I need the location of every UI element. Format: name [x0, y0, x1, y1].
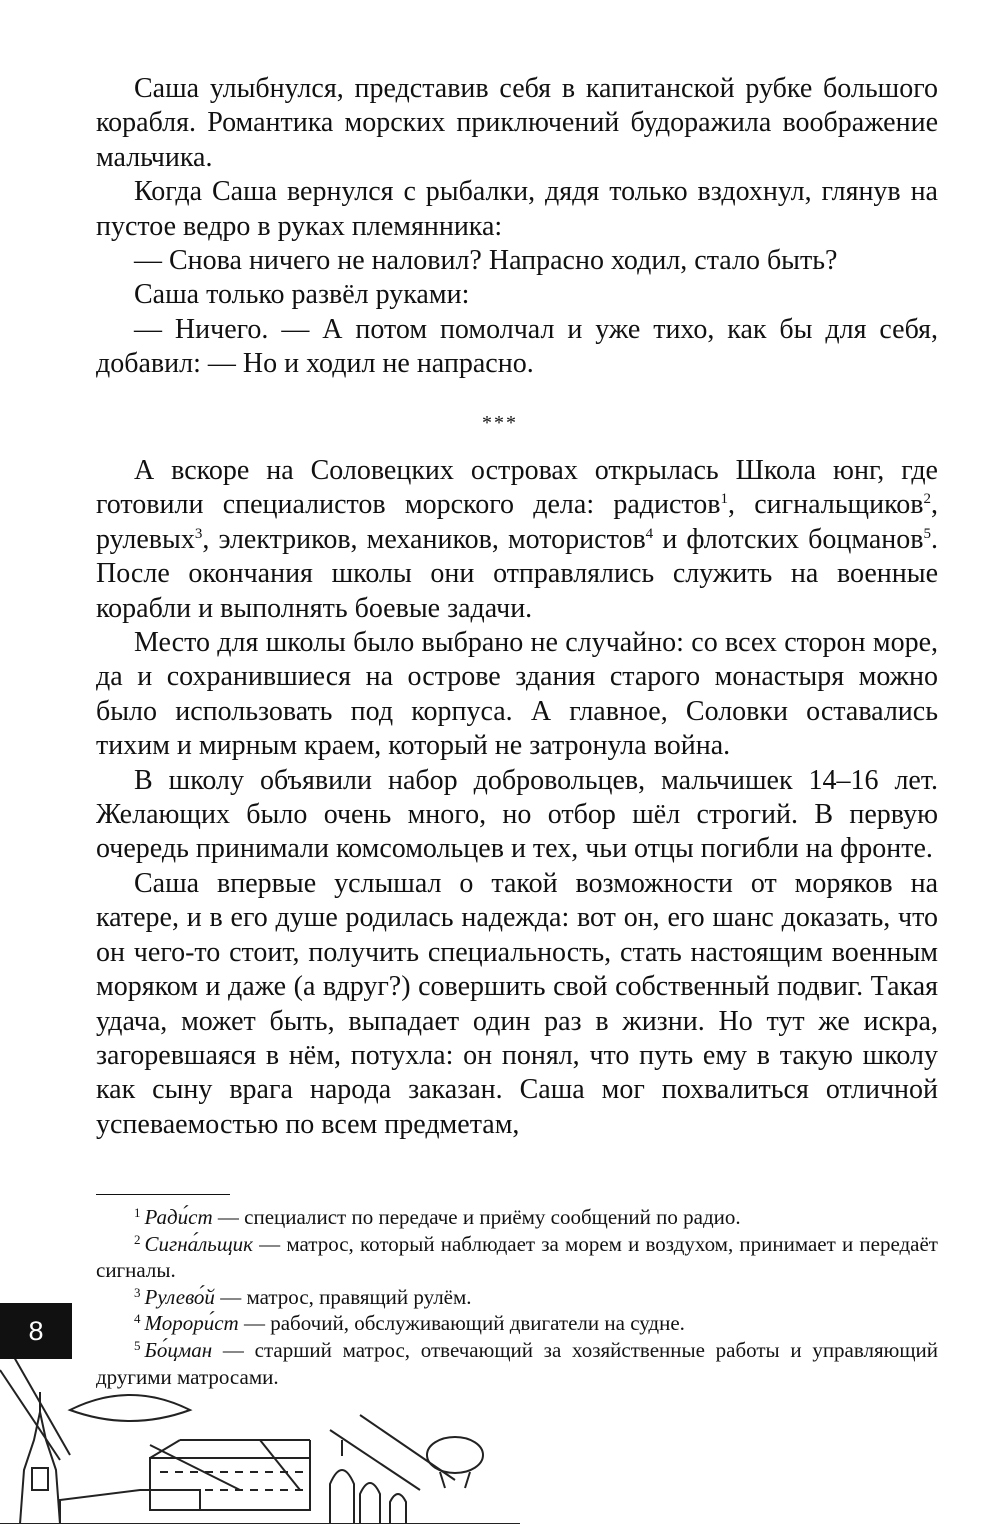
text-run: , рулевых	[96, 489, 939, 555]
footnote-term: Бо́цман	[144, 1337, 213, 1362]
footnote	[96, 1310, 938, 1337]
footnote-definition: — рабочий, обслуживающий двигатели на судне.	[238, 1311, 685, 1336]
text-run: . После окончания школы они отправлялись служить на военные корабли и выполнять боевые задачи.	[96, 523, 938, 624]
paragraph: В школу объявили набор добровольцев, мальчишек 14–16 лет. Желающих было очень много, но отбор шёл строгий. В первую очередь принимали комсомольцев и тех, чьи отцы погибли на фронте.	[96, 764, 938, 865]
text-run: , сигнальщиков	[728, 489, 924, 521]
footnote-number: 5	[134, 1337, 141, 1353]
text-run: и флотских боцманов	[653, 523, 924, 555]
footnote-divider	[96, 1194, 230, 1195]
footnote-definition: — специалист по передаче и приёму сообщений по радио.	[212, 1205, 741, 1229]
paragraph: Когда Саша вернулся с рыбалки, дядя только вздохнул, глянув на пустое ведро в руках племянника:	[96, 176, 938, 242]
text-run: , электриков, механиков, мотористов	[202, 523, 646, 555]
text-run: А вскоре на Соловецких островах открылась Школа юнг, где готовили специалистов морского дела: радистов	[96, 455, 938, 521]
paragraph: Саша улыбнулся, представив себя в капитанской рубке большого корабля. Романтика морских приключений будоражила воображение мальчика.	[96, 73, 938, 173]
footnote-ref: 1	[720, 491, 729, 508]
body-text-top	[96, 72, 938, 382]
paragraph: Саша впервые услышал о такой возможности от моряков на катере, и в его душе родилась надежда: вот он, его шанс доказать, что он чего-то стоит, получить специальность, стать настоящим военным моряком и даже (а вдруг?) совершить свой собственный подвиг. Такая удача, может быть, выпадает один раз в жизни. Но тут же искра, загоревшаяся в нём, потухла: он понял, что путь ему в такую школу как сыну врага народа заказан. Саша мог похвалиться отличной успеваемостью по всем предметам,	[96, 867, 938, 1140]
paragraph: Саша только развёл руками:	[134, 279, 470, 311]
dialogue-line: — Ничего. — А потом помолчал и уже тихо, как бы для себя, добавил: — Но и ходил не напрасно.	[96, 313, 938, 380]
footnote-definition: — матрос, правящий рулём.	[214, 1284, 472, 1309]
footnote-ref: 4	[645, 525, 654, 542]
footnote-ref: 2	[923, 491, 932, 508]
dialogue-line: — Снова ничего не наловил? Напрасно ходил, стало быть?	[134, 245, 838, 277]
footnote	[96, 1204, 938, 1231]
section-separator: ***	[482, 412, 518, 434]
paragraph-school	[96, 454, 938, 626]
footnote	[96, 1231, 938, 1284]
footnote-term: Сигна́льщик	[144, 1231, 254, 1256]
footnote-number: 4	[134, 1311, 141, 1327]
footnote-number: 3	[134, 1284, 141, 1300]
footnote-term: Морори́ст	[144, 1311, 239, 1336]
body-text-bottom	[96, 454, 938, 1142]
footnote-ref: 3	[194, 525, 203, 542]
page-number: 8	[0, 1303, 72, 1359]
footnote	[96, 1284, 938, 1311]
footnote-number: 2	[134, 1231, 141, 1247]
footnote-ref: 5	[923, 525, 931, 542]
footnote-term: Рулево́й	[144, 1284, 215, 1309]
footnote-definition: — старший матрос, отвечающий за хозяйственные работы и управляющий другими матросами.	[96, 1337, 938, 1389]
footnote-number: 1	[134, 1205, 141, 1220]
footnote-term: Ради́ст	[144, 1205, 213, 1229]
footnote-definition: — матрос, который наблюдает за морем и воздухом, принимает и передаёт сигналы.	[96, 1231, 938, 1283]
paragraph: Место для школы было выбрано не случайно: со всех сторон море, да и сохранившиеся на острове здания старого монастыря можно было использовать под корпуса. А главное, Соловки оставались тихим и мирным краем, который не затронула война.	[96, 627, 938, 762]
